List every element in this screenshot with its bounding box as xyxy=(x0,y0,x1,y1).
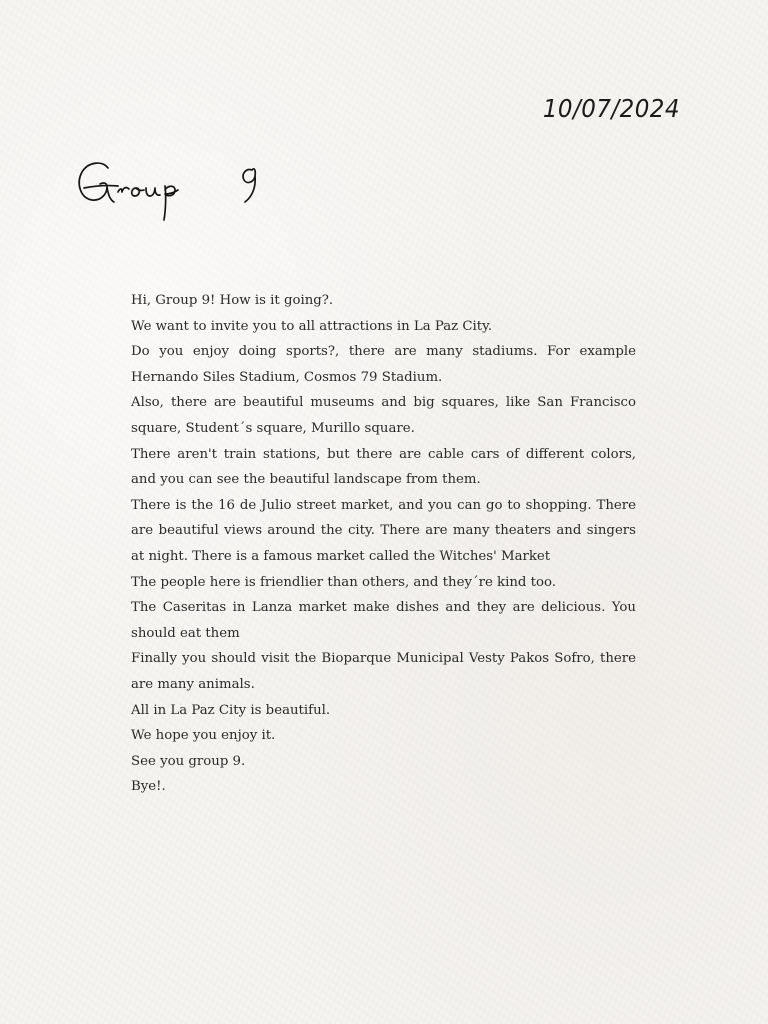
paragraph-greeting: Hi, Group 9! How is it going?. xyxy=(131,293,334,308)
paragraph-people: The people here is friendlier than others, and they´re kind too. xyxy=(131,574,557,590)
letter-date: 10/07/2024 xyxy=(542,94,680,123)
paragraph-sports: Do you enjoy doing sports?, there are many stadiums. For example Hernando Siles Stadium, Cosmos 79 Stadium. xyxy=(131,344,636,385)
paragraph-cable-cars: There aren't train stations, but there are cable cars of different colors, and you can see the beautiful landscape from them. xyxy=(131,446,636,488)
handwritten-title-signature xyxy=(74,150,294,230)
paragraph-see-you: See you group 9. xyxy=(131,753,246,769)
letter-title xyxy=(74,150,294,230)
paragraph-invite: We want to invite you to all attractions in La Paz City. xyxy=(131,318,493,334)
paragraph-beautiful: All in La Paz City is beautiful. xyxy=(131,702,331,718)
paragraph-caseritas: The Caseritas in Lanza market make dishes and they are delicious. You should eat them xyxy=(131,600,636,641)
paragraph-museums: Also, there are beautiful museums and big squares, like San Francisco square, Student´s square, Murillo square. xyxy=(131,395,636,436)
paragraph-market: There is the 16 de Julio street market, and you can go to shopping. There are beautiful views around the city. There are many theaters and singers at night. There is a famous market called the Witches' Market xyxy=(131,497,636,564)
paragraph-bye: Bye!. xyxy=(131,779,166,795)
paragraph-bioparque: Finally you should visit the Bioparque Municipal Vesty Pakos Sofro, there are many animals. xyxy=(131,651,636,692)
paragraph-enjoy: We hope you enjoy it. xyxy=(131,728,276,744)
letter-body xyxy=(131,288,636,800)
